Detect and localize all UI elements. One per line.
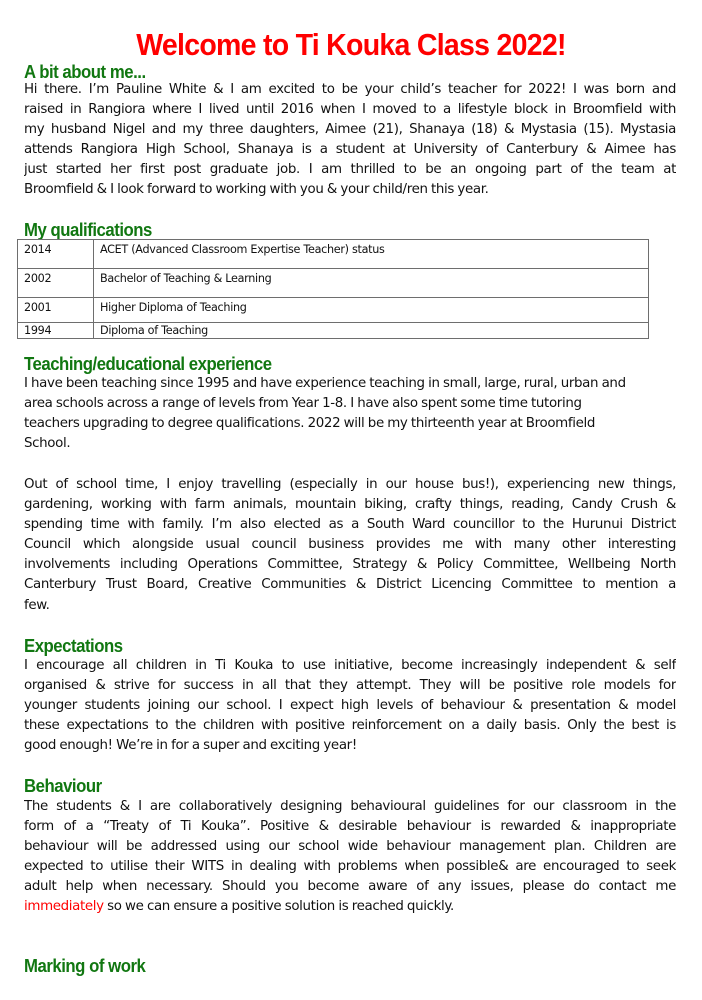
qualification-year: 2014: [18, 240, 94, 269]
behaviour-line: adult help when necessary. Should you become aware of any issues, please do contact me: [24, 879, 676, 895]
table-row: [18, 298, 649, 323]
expectations-line: these expectations to the children with positive reinforcement on a daily basis. Only the best is: [24, 718, 676, 734]
behaviour-paragraph: [24, 797, 676, 918]
behaviour-line: The students & I are collaboratively designing behavioural guidelines for our classroom in the: [24, 799, 676, 814]
experience-line: I have been teaching since 1995 and have experience teaching in small, large, rural, urban and: [24, 376, 626, 391]
qualification-name: Higher Diploma of Teaching: [94, 298, 649, 323]
section-heading-expectations: Expectations: [24, 636, 123, 656]
behaviour-last-line: [24, 897, 676, 917]
expectations-line: organised & strive for success in all that they attempt. They will be positive role models for: [24, 678, 676, 694]
qualifications-table: [17, 239, 649, 339]
behaviour-line: expected to utilise their WITS in dealing with problems when possible& are encouraged to seek: [24, 859, 676, 875]
page-title: Welcome to Ti Kouka Class 2022!: [136, 27, 566, 62]
experience-line: Canterbury Trust Board, Creative Communities & District Licencing Committee to mention a: [24, 577, 676, 593]
about-line: raised in Rangiora where I lived until 2016 when I moved to a lifestyle block in Broomfield with: [24, 102, 676, 118]
experience-line: area schools across a range of levels from Year 1-8. I have also spent some time tutoring: [24, 396, 582, 412]
about-line: just started her first post graduate job. I am thrilled to be an ongoing part of the team at: [24, 162, 676, 178]
table-row: [18, 240, 649, 269]
qualification-name: ACET (Advanced Classroom Expertise Teacher) status: [94, 240, 649, 269]
about-line: Hi there. I’m Pauline White & I am excited to be your child’s teacher for 2022! I was born and: [24, 82, 676, 97]
about-line: Broomfield & I look forward to working with you & your child/ren this year.: [24, 182, 489, 198]
experience-paragraph-2: [24, 475, 676, 616]
expectations-paragraph: [24, 656, 676, 756]
qualification-name: Bachelor of Teaching & Learning: [94, 269, 649, 298]
table-row: [18, 269, 649, 298]
section-heading-experience: Teaching/educational experience: [24, 354, 272, 374]
qualification-name: Diploma of Teaching: [94, 323, 649, 339]
about-paragraph: [24, 80, 676, 201]
about-line: attends Rangiora High School, Shanaya is a student at University of Canterbury & Aimee has: [24, 142, 676, 158]
qualification-year: 1994: [18, 323, 94, 339]
section-heading-marking: Marking of work: [24, 956, 146, 976]
experience-line: spending time with family. I’m also elected as a South Ward councillor to the Hurunui District: [24, 517, 676, 533]
highlighted-word: immediately: [24, 899, 104, 915]
experience-line: few.: [24, 597, 50, 613]
experience-line: involvements including Operations Committee, Strategy & Policy Committee, Wellbeing North: [24, 557, 676, 573]
behaviour-line: behaviour will be addressed using our school wide behaviour management plan. Children are: [24, 839, 676, 855]
experience-line: Council which alongside usual council business provides me with many other interesting: [24, 537, 676, 553]
section-heading-qualifications: My qualifications: [24, 220, 152, 240]
qualification-year: 2001: [18, 298, 94, 323]
qualification-year: 2002: [18, 269, 94, 298]
behaviour-line: form of a “Treaty of Ti Kouka”. Positive & desirable behaviour is rewarded & inappropriate: [24, 819, 676, 835]
expectations-line: younger students joining our school. I expect high levels of behaviour & presentation & model: [24, 698, 676, 714]
expectations-line: good enough! We’re in for a super and exciting year!: [24, 738, 357, 754]
experience-line: gardening, working with farm animals, mountain biking, crafty things, reading, Candy Crush &: [24, 497, 676, 513]
section-heading-about: A bit about me...: [24, 62, 146, 82]
experience-line: teachers upgrading to degree qualifications. 2022 will be my thirteenth year at Broomfield: [24, 416, 595, 432]
expectations-line: I encourage all children in Ti Kouka to use initiative, become increasingly independent & self: [24, 658, 676, 673]
experience-line: Out of school time, I enjoy travelling (especially in our house bus!), experiencing new things,: [24, 477, 676, 492]
about-line: my husband Nigel and my three daughters, Aimee (21), Shanaya (18) & Mystasia (15). Mystasia: [24, 122, 676, 138]
experience-line: School.: [24, 436, 71, 452]
behaviour-line-rest: so we can ensure a positive solution is reached quickly.: [103, 899, 454, 915]
section-heading-behaviour: Behaviour: [24, 776, 102, 796]
table-row: [18, 323, 649, 339]
experience-paragraph-1: [24, 374, 676, 454]
